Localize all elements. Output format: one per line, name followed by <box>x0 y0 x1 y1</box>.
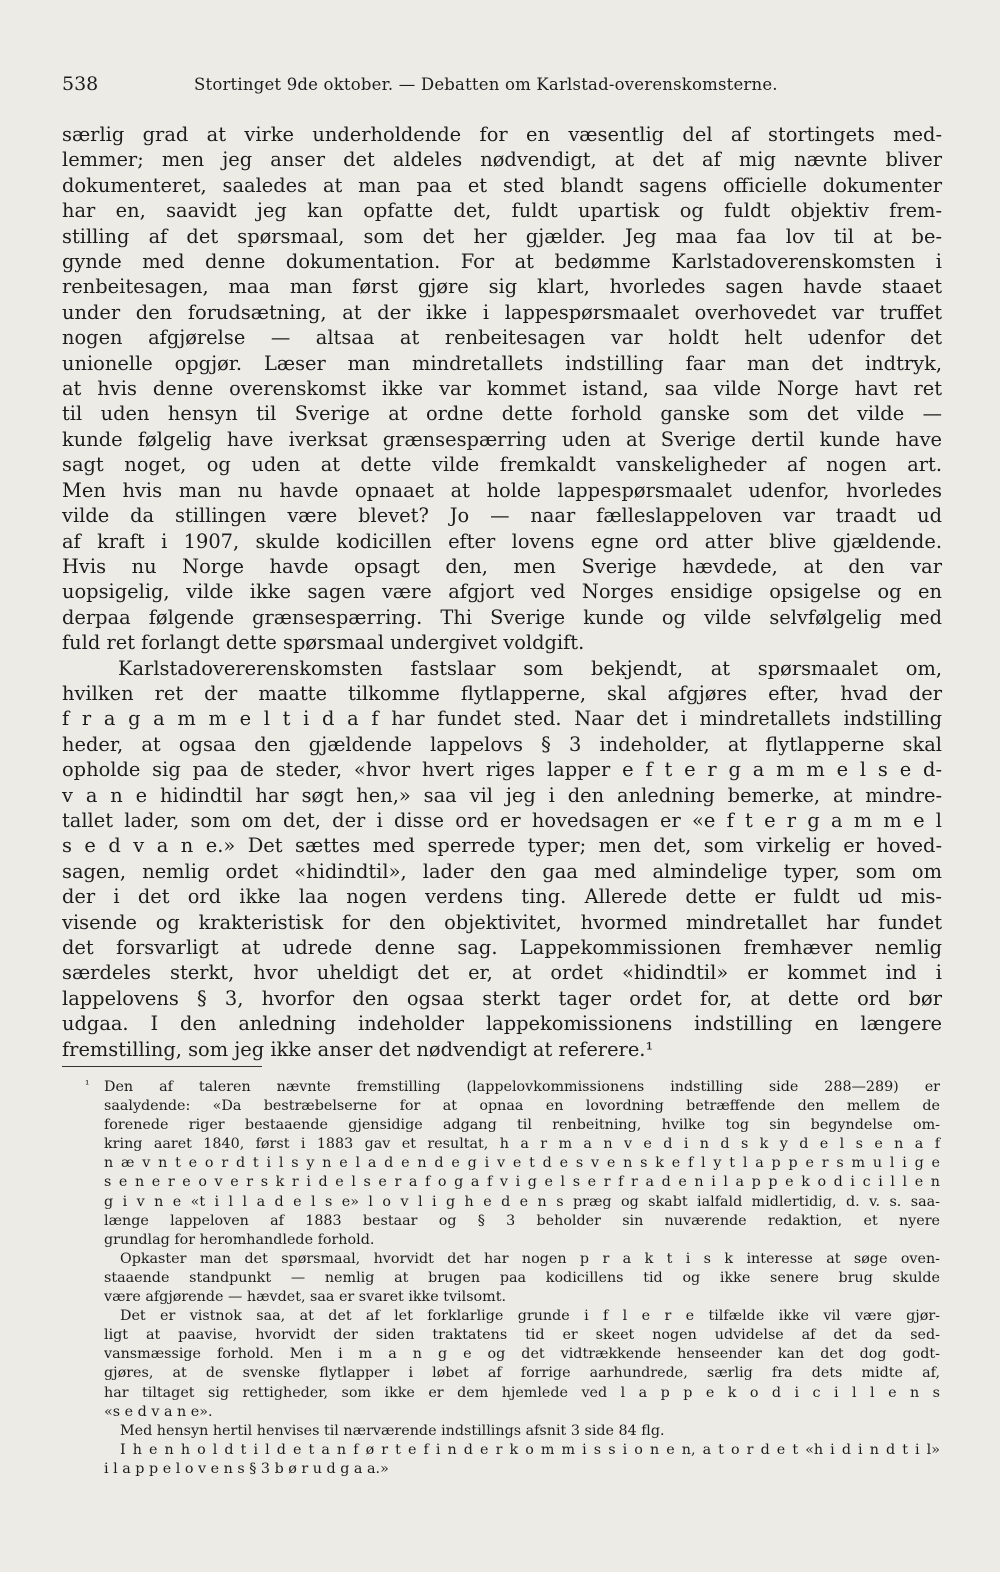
body-line: hvilken ret der maatte tilkomme flytlapperne, skal afgjøres efter, hvad der <box>62 681 942 705</box>
footnote-line: staaende standpunkt — nemlig at brugen paa kodicillens tid og ikke senere brug skulde <box>104 1269 940 1286</box>
body-line: dokumenteret, saaledes at man paa et sted blandt sagens officielle dokumenter <box>62 173 942 197</box>
footnote-line: kring aaret 1840, først i 1883 gav et resultat, h a r m a n v e d i n d s k y d e l s e n a f <box>104 1136 940 1153</box>
body-line: sagt noget, og uden at dette vilde fremkaldt vanskeligheder af nogen art. <box>62 453 942 477</box>
footnote-line: n æ v n t e o r d t i l s y n e l a d e n d e g i v e t d e s v e n s k e f l y t l a p p e r s m u l i g e <box>104 1155 940 1172</box>
body-line: Hvis nu Norge havde opsagt den, men Sverige hævdede, at den var <box>62 554 942 578</box>
body-line: kunde følgelig have iverksat grænsespærring uden at Sverige dertil kunde have <box>62 427 942 451</box>
footnote-line: s e n e r e o v e r s k r i d e l s e r a f o g a f v i g e l s e r f r a d e n i l a p p e k o d i c i l l e n <box>104 1174 940 1191</box>
footnote-line: længe lappeloven af 1883 bestaar og § 3 beholder sin nuværende redaktion, et nyere <box>104 1212 940 1229</box>
footnote-line: g i v n e «t i l l a d e l s e» l o v l i g h e d e n s præg og skabt ialfald midlertidig, d. v. s. saa- <box>104 1193 940 1210</box>
body-line: lemmer; men jeg anser det aldeles nødvendigt, at det af mig nævnte bliver <box>62 148 942 172</box>
body-line: sagen, nemlig ordet «hidindtil», lader den gaa med almindelige typer, som om <box>62 859 942 883</box>
footnotes <box>82 1078 940 1479</box>
running-head <box>62 72 942 97</box>
footnote-line: forenede riger bestaaende gjensidige adgang til renbeitning, hvilke tog sin begyndelse om- <box>104 1117 940 1134</box>
body-line: stilling af det spørsmaal, som det her gjælder. Jeg maa faa lov til at be- <box>62 224 942 248</box>
body-line: Karlstadovererenskomsten fastslaar som bekjendt, at spørsmaalet om, <box>118 656 942 680</box>
body-line: udgaa. I den anledning indeholder lappekomissionens indstilling en længere <box>62 1012 942 1036</box>
footnote-line: Opkaster man det spørsmaal, hvorvidt det har nogen p r a k t i s k interesse at søge oven- <box>120 1250 940 1267</box>
body-line: nogen afgjørelse — altsaa at renbeitesagen var holdt helt udenfor det <box>62 326 942 350</box>
footnote-line: ligt at paavise, hvorvidt der siden traktatens tid er skeet nogen udvidelse af det da sed- <box>104 1327 940 1344</box>
footnote-marker: ¹ <box>85 1078 90 1091</box>
body-line: at hvis denne overenskomst ikke var kommet istand, saa vilde Norge havt ret <box>62 377 942 401</box>
body-text <box>62 122 942 1062</box>
body-line: der i det ord ikke laa nogen verdens ting. Allerede dette er fuldt ud mis- <box>62 885 942 909</box>
body-line: uopsigelig, vilde ikke sagen være afgjort ved Norges ensidige opsigelse og en <box>62 580 942 604</box>
body-line: Men hvis man nu havde opnaaet at holde lappespørsmaalet udenfor, hvorledes <box>62 478 942 502</box>
footnote-line: I h e n h o l d t i l d e t a n f ø r t e f i n d e r k o m m i s s i o n e n, a t o r d e t «h i d i n d t i l» <box>120 1441 940 1458</box>
footnote-line: være afgjørende — hævdet, saa er svaret ikke tvilsomt. <box>104 1289 506 1306</box>
body-line: vilde da stillingen være blevet? Jo — naar fælleslappeloven var traadt ud <box>62 504 942 528</box>
body-line: af kraft i 1907, skulde kodicillen efter lovens egne ord atter blive gjældende. <box>62 529 942 553</box>
page-number: 538 <box>62 73 99 95</box>
body-line: unionelle opgjør. Læser man mindretallets indstilling faar man det indtryk, <box>62 351 942 375</box>
footnote-line: «s e d v a n e». <box>104 1403 213 1420</box>
body-line: renbeitesagen, maa man først gjøre sig klart, hvorledes sagen havde staaet <box>62 275 942 299</box>
footnote-line: Den af taleren nævnte fremstilling (lappelovkommissionens indstilling side 288—289) er <box>104 1079 940 1095</box>
body-line: særlig grad at virke underholdende for en væsentlig del af stortingets med- <box>62 123 942 146</box>
body-line: under den forudsætning, at der ikke i lappespørsmaalet overhovedet var truffet <box>62 300 942 324</box>
body-line: fuld ret forlangt dette spørsmaal undergivet voldgift. <box>62 631 585 655</box>
body-line: særdeles sterkt, hvor uheldigt det er, at ordet «hidindtil» er kommet ind i <box>62 961 942 985</box>
footnote-line: Med hensyn hertil henvises til nærværende indstillings afsnit 3 side 84 flg. <box>120 1422 665 1439</box>
body-line: f r a g a m m e l t i d a f har fundet sted. Naar det i mindretallets indstilling <box>62 707 942 731</box>
body-line: heder, at ogsaa den gjældende lappelovs § 3 indeholder, at flytlapperne skal <box>62 732 942 756</box>
body-line: har en, saavidt jeg kan opfatte det, fuldt upartisk og fuldt objektiv frem- <box>62 199 942 223</box>
body-line: visende og krakteristisk for den objektivitet, hvormed mindretallet har fundet <box>62 910 942 934</box>
running-title: Stortinget 9de oktober. — Debatten om Karlstad-overenskomsterne. <box>194 75 778 94</box>
footnote-rule <box>62 1066 262 1067</box>
footnote-line: i l a p p e l o v e n s § 3 b ø r u d g a a.» <box>104 1460 389 1477</box>
footnote-line: vansmæssige forhold. Men i m a n g e og det vidtrækkende henseender kan det dog godt- <box>104 1346 940 1363</box>
footnote-line: gjøres, at de svenske flytlapper i løbet af forrige aarhundrede, særlig fra dets midte af, <box>104 1365 940 1382</box>
body-line: fremstilling, som jeg ikke anser det nødvendigt at referere.¹ <box>62 1037 654 1061</box>
footnote-line: har tiltaget sig rettigheder, som ikke er dem hjemlede ved l a p p e k o d i c i l l e n s <box>104 1384 940 1401</box>
footnote-line: saalydende: «Da bestræbelserne for at opnaa en lovordning betræffende den mellem de <box>104 1098 940 1115</box>
body-line: til uden hensyn til Sverige at ordne dette forhold ganske som det vilde — <box>62 402 942 426</box>
body-line: gynde med denne dokumentation. For at bedømme Karlstadoverenskomsten i <box>62 250 942 274</box>
body-line: s e d v a n e.» Det sættes med sperrede typer; men det, som virkelig er hoved- <box>62 834 942 858</box>
footnote-line: grundlag for heromhandlede forhold. <box>104 1231 375 1248</box>
footnote-first-line-wrap <box>82 1078 940 1097</box>
body-line: tallet lader, som om det, der i disse ord er hovedsagen er «e f t e r g a m m e l <box>62 808 942 832</box>
body-line: derpaa følgende grænsespærring. Thi Sverige kunde og vilde selvfølgelig med <box>62 605 942 629</box>
footnote-line: Det er vistnok saa, at det af let forklarlige grunde i f l e r e tilfælde ikke vil være gjør- <box>120 1308 940 1325</box>
body-line: det forsvarligt at udrede denne sag. Lappekommissionen fremhæver nemlig <box>62 936 942 959</box>
body-line: lappelovens § 3, hvorfor den ogsaa sterkt tager ordet for, at dette ord bør <box>62 986 942 1010</box>
body-line: opholde sig paa de steder, «hvor hvert riges lapper e f t e r g a m m e l s e d- <box>62 758 942 782</box>
body-line: v a n e hidindtil har søgt hen,» saa vil jeg i den anledning bemerke, at mindre- <box>62 783 942 807</box>
